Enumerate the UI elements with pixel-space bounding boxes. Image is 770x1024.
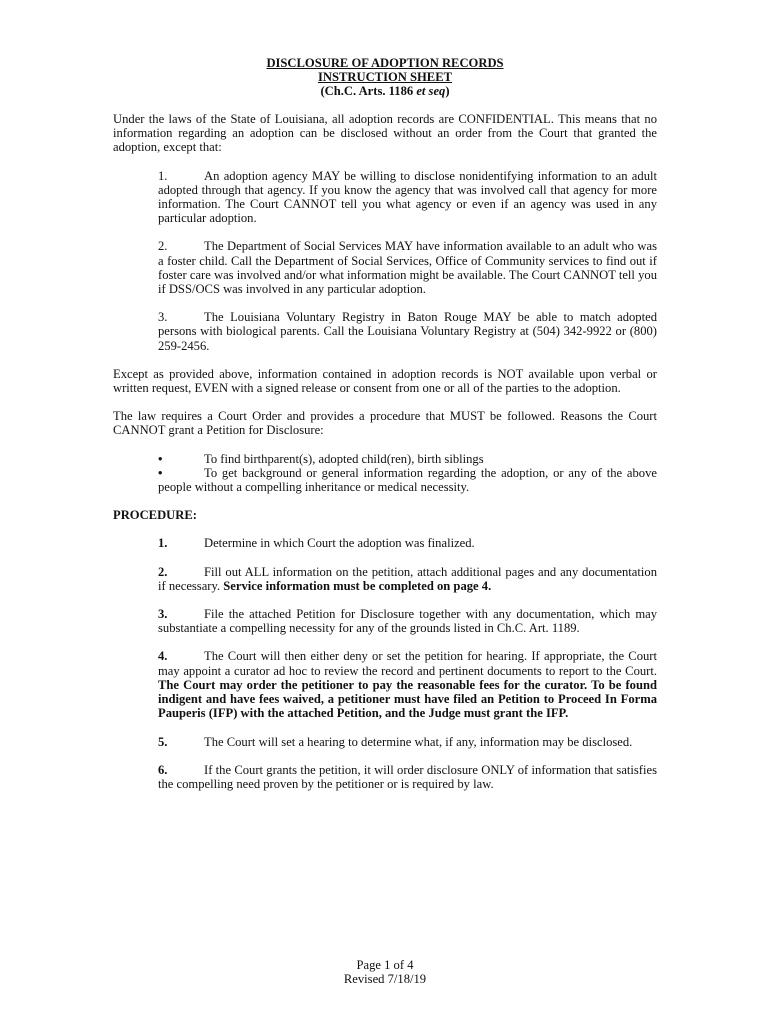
list-item-text: To find birthparent(s), adopted child(ren), birth siblings (204, 451, 484, 466)
list-item-text: To get background or general information regarding the adoption, or any of the above people without a compelling inheritance or medical necessity. (158, 465, 657, 495)
procedure-step (158, 565, 657, 593)
item-text: The Louisiana Voluntary Registry in Baton Rouge MAY be able to match adopted persons with biological parents. Call the Louisiana Voluntary Registry at (504) 342-9922 or (800) 259-2456. (158, 310, 657, 353)
statute-citation: (Ch.C. Arts. 1186 et seq) (320, 84, 450, 98)
exception-item (158, 239, 657, 296)
procedure-step (158, 607, 657, 635)
procedure-heading: PROCEDURE: (113, 508, 197, 523)
step-text: Determine in which Court the adoption was finalized. (204, 536, 475, 551)
document-header (0, 56, 770, 98)
law-paragraph: The law requires a Court Order and provides a procedure that MUST be followed. Reasons the Court CANNOT grant a Petition for Disclosure: (113, 409, 657, 438)
item-number: 3. (158, 310, 168, 325)
step-bold-text: Service information must be completed on page 4. (223, 578, 492, 593)
step-number: 5. (158, 734, 168, 749)
procedure-step (158, 649, 657, 720)
step-text: File the attached Petition for Disclosure together with any documentation, which may substantiate a compelling necessity for any of the grounds listed in Ch.C. Art. 1189. (158, 607, 657, 636)
bullet-icon: • (158, 465, 163, 480)
step-text: Fill out ALL information on the petition, attach additional pages and any documentation if necessary. (158, 564, 657, 593)
document-subtitle: INSTRUCTION SHEET (317, 70, 453, 84)
step-text: If the Court grants the petition, it will order disclosure ONLY of information that satisfies the compelling need proven by the petitioner or is required by law. (158, 762, 657, 791)
item-text: The Department of Social Services MAY have information available to an adult who was a foster child. Call the Department of Social Services, Office of Community services to find out if foster care was involved and/or what information might be available. The Court CANNOT tell you if DSS/OCS was involved in any particular adoption. (158, 239, 657, 297)
list-item (158, 466, 657, 494)
reasons-list (158, 452, 657, 495)
procedure-step (158, 536, 657, 550)
bullet-icon: • (158, 451, 163, 466)
page-number: Page 1 of 4 (356, 958, 414, 972)
step-number: 2. (158, 564, 168, 579)
page-footer (0, 958, 770, 986)
exception-item (158, 169, 657, 226)
step-text: The Court will then either deny or set the petition for hearing. If appropriate, the Court may appoint a curator ad hoc to review the record and pertinent documents to report to the Court. (158, 649, 657, 678)
item-number: 2. (158, 239, 168, 254)
list-item (158, 452, 657, 466)
step-number: 3. (158, 607, 168, 622)
step-number: 4. (158, 649, 168, 664)
step-number: 6. (158, 762, 168, 777)
intro-paragraph: Under the laws of the State of Louisiana, all adoption records are CONFIDENTIAL. This means that no information regarding an adoption can be disclosed without an order from the Court that granted the adoption, except that: (113, 112, 657, 155)
step-text: The Court will set a hearing to determine what, if any, information may be disclosed. (204, 734, 633, 749)
item-number: 1. (158, 168, 168, 183)
step-bold-text: The Court may order the petitioner to pay the reasonable fees for the curator. To be found indigent and have fees waived, a petitioner must have filed an Petition to Proceed In Forma Pauperis (IFP) with the attached Petition, and the Judge must grant the IFP. (158, 677, 657, 721)
exception-item (158, 310, 657, 353)
procedure-step (158, 763, 657, 791)
except-paragraph: Except as provided above, information contained in adoption records is NOT available upon verbal or written request, EVEN with a signed release or consent from one or all of the parties to the adoption. (113, 366, 657, 396)
document-body (113, 112, 657, 805)
revision-date: Revised 7/18/19 (343, 972, 427, 987)
document-title: DISCLOSURE OF ADOPTION RECORDS (266, 56, 504, 70)
item-text: An adoption agency MAY be willing to disclose nonidentifying information to an adult adopted through that agency. If you know the agency that was involved call that agency for more information. The Court CANNOT tell you what agency or even if an agency was used in any particular adoption. (158, 168, 657, 226)
procedure-step (158, 735, 657, 749)
step-number: 1. (158, 536, 168, 551)
